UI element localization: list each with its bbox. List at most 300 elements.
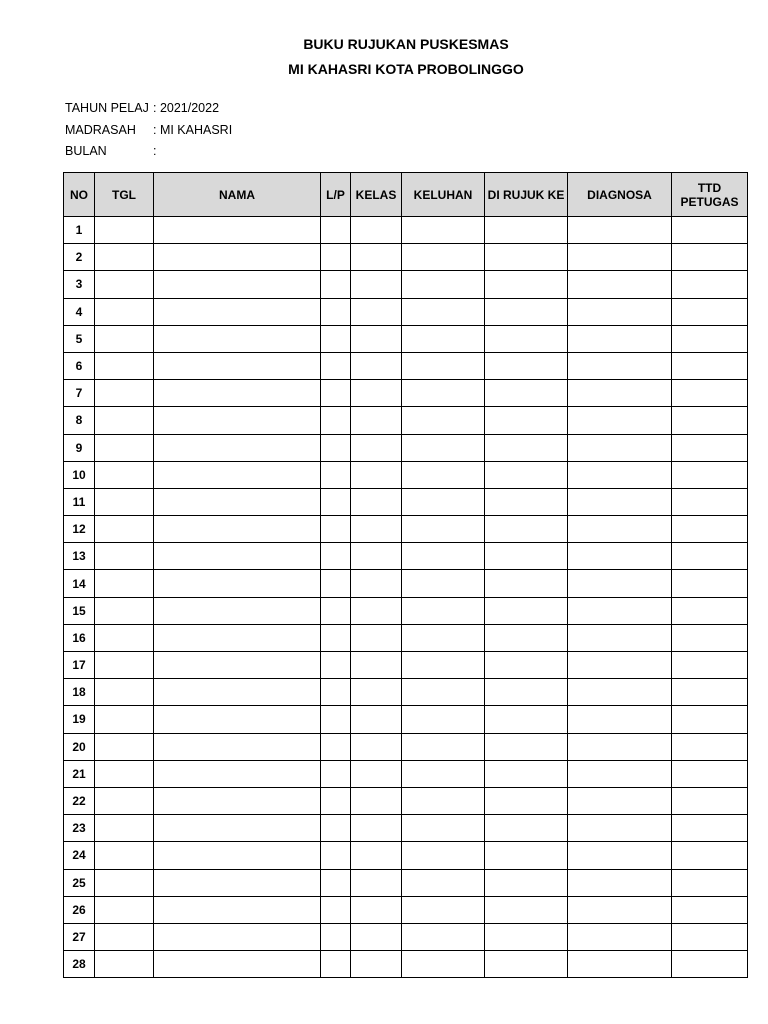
empty-cell[interactable] xyxy=(351,516,402,543)
empty-cell[interactable] xyxy=(154,760,321,787)
row-number: 12 xyxy=(64,516,95,543)
row-number: 1 xyxy=(64,217,95,244)
table-row xyxy=(64,679,748,706)
row-number: 20 xyxy=(64,733,95,760)
empty-cell[interactable] xyxy=(351,923,402,950)
empty-cell[interactable] xyxy=(351,434,402,461)
empty-cell[interactable] xyxy=(402,869,485,896)
empty-cell[interactable] xyxy=(95,733,154,760)
empty-cell[interactable] xyxy=(351,733,402,760)
empty-cell[interactable] xyxy=(402,842,485,869)
empty-cell[interactable] xyxy=(154,842,321,869)
empty-cell[interactable] xyxy=(568,815,672,842)
row-number: 28 xyxy=(64,951,95,978)
empty-cell[interactable] xyxy=(485,652,568,679)
empty-cell[interactable] xyxy=(351,380,402,407)
table-row xyxy=(64,217,748,244)
row-number: 10 xyxy=(64,461,95,488)
empty-cell[interactable] xyxy=(321,951,351,978)
meta-label: TAHUN PELAJ xyxy=(65,101,149,115)
empty-cell[interactable] xyxy=(95,380,154,407)
empty-cell[interactable] xyxy=(321,733,351,760)
row-number: 21 xyxy=(64,760,95,787)
row-number: 11 xyxy=(64,488,95,515)
empty-cell[interactable] xyxy=(321,652,351,679)
empty-cell[interactable] xyxy=(402,407,485,434)
empty-cell[interactable] xyxy=(402,951,485,978)
empty-cell[interactable] xyxy=(351,570,402,597)
empty-cell[interactable] xyxy=(321,516,351,543)
empty-cell[interactable] xyxy=(672,923,748,950)
table-row xyxy=(64,244,748,271)
empty-cell[interactable] xyxy=(351,706,402,733)
empty-cell[interactable] xyxy=(351,488,402,515)
empty-cell[interactable] xyxy=(95,434,154,461)
empty-cell[interactable] xyxy=(672,652,748,679)
empty-cell[interactable] xyxy=(351,815,402,842)
empty-cell[interactable] xyxy=(321,380,351,407)
empty-cell[interactable] xyxy=(672,951,748,978)
empty-cell[interactable] xyxy=(154,380,321,407)
empty-cell[interactable] xyxy=(485,380,568,407)
empty-cell[interactable] xyxy=(568,733,672,760)
row-number: 27 xyxy=(64,923,95,950)
empty-cell[interactable] xyxy=(321,570,351,597)
empty-cell[interactable] xyxy=(402,652,485,679)
empty-cell[interactable] xyxy=(485,488,568,515)
empty-cell[interactable] xyxy=(568,597,672,624)
empty-cell[interactable] xyxy=(485,624,568,651)
table-row xyxy=(64,733,748,760)
empty-cell[interactable] xyxy=(568,352,672,379)
row-number: 25 xyxy=(64,869,95,896)
empty-cell[interactable] xyxy=(568,624,672,651)
empty-cell[interactable] xyxy=(672,624,748,651)
table-row xyxy=(64,461,748,488)
empty-cell[interactable] xyxy=(568,652,672,679)
row-number: 6 xyxy=(64,352,95,379)
empty-cell[interactable] xyxy=(154,407,321,434)
empty-cell[interactable] xyxy=(402,298,485,325)
table-row xyxy=(64,298,748,325)
empty-cell[interactable] xyxy=(402,217,485,244)
col-header-kelas: KELAS xyxy=(351,173,402,217)
empty-cell[interactable] xyxy=(672,896,748,923)
empty-cell[interactable] xyxy=(485,298,568,325)
empty-cell[interactable] xyxy=(154,652,321,679)
empty-cell[interactable] xyxy=(672,543,748,570)
empty-cell[interactable] xyxy=(568,896,672,923)
empty-cell[interactable] xyxy=(154,352,321,379)
empty-cell[interactable] xyxy=(485,896,568,923)
empty-cell[interactable] xyxy=(321,679,351,706)
empty-cell[interactable] xyxy=(672,271,748,298)
empty-cell[interactable] xyxy=(568,380,672,407)
empty-cell[interactable] xyxy=(672,407,748,434)
empty-cell[interactable] xyxy=(95,461,154,488)
empty-cell[interactable] xyxy=(95,298,154,325)
empty-cell[interactable] xyxy=(672,516,748,543)
table-row xyxy=(64,815,748,842)
empty-cell[interactable] xyxy=(568,923,672,950)
col-header-nama: NAMA xyxy=(154,173,321,217)
empty-cell[interactable] xyxy=(95,923,154,950)
empty-cell[interactable] xyxy=(672,706,748,733)
empty-cell[interactable] xyxy=(485,842,568,869)
empty-cell[interactable] xyxy=(402,543,485,570)
empty-cell[interactable] xyxy=(154,951,321,978)
empty-cell[interactable] xyxy=(321,923,351,950)
empty-cell[interactable] xyxy=(351,652,402,679)
empty-cell[interactable] xyxy=(672,380,748,407)
empty-cell[interactable] xyxy=(672,597,748,624)
empty-cell[interactable] xyxy=(402,923,485,950)
empty-cell[interactable] xyxy=(402,352,485,379)
empty-cell[interactable] xyxy=(351,679,402,706)
empty-cell[interactable] xyxy=(351,842,402,869)
empty-cell[interactable] xyxy=(672,570,748,597)
meta-info xyxy=(65,101,232,166)
table-body xyxy=(64,217,748,978)
empty-cell[interactable] xyxy=(351,543,402,570)
meta-label: BULAN xyxy=(65,144,107,158)
empty-cell[interactable] xyxy=(568,434,672,461)
empty-cell[interactable] xyxy=(672,488,748,515)
table-row xyxy=(64,570,748,597)
empty-cell[interactable] xyxy=(321,298,351,325)
empty-cell[interactable] xyxy=(402,271,485,298)
empty-cell[interactable] xyxy=(154,217,321,244)
row-number: 18 xyxy=(64,679,95,706)
empty-cell[interactable] xyxy=(321,488,351,515)
empty-cell[interactable] xyxy=(568,951,672,978)
table-row xyxy=(64,597,748,624)
empty-cell[interactable] xyxy=(351,217,402,244)
table-row xyxy=(64,325,748,352)
empty-cell[interactable] xyxy=(568,842,672,869)
empty-cell[interactable] xyxy=(568,407,672,434)
empty-cell[interactable] xyxy=(568,869,672,896)
empty-cell[interactable] xyxy=(321,244,351,271)
empty-cell[interactable] xyxy=(154,624,321,651)
empty-cell[interactable] xyxy=(321,597,351,624)
empty-cell[interactable] xyxy=(321,624,351,651)
empty-cell[interactable] xyxy=(672,842,748,869)
empty-cell[interactable] xyxy=(95,570,154,597)
empty-cell[interactable] xyxy=(95,842,154,869)
col-header-no: NO xyxy=(64,173,95,217)
table-row xyxy=(64,652,748,679)
empty-cell[interactable] xyxy=(321,760,351,787)
empty-cell[interactable] xyxy=(351,597,402,624)
empty-cell[interactable] xyxy=(321,271,351,298)
empty-cell[interactable] xyxy=(321,434,351,461)
empty-cell[interactable] xyxy=(485,733,568,760)
empty-cell[interactable] xyxy=(154,244,321,271)
empty-cell[interactable] xyxy=(672,787,748,814)
row-number: 2 xyxy=(64,244,95,271)
empty-cell[interactable] xyxy=(485,787,568,814)
empty-cell[interactable] xyxy=(321,896,351,923)
empty-cell[interactable] xyxy=(95,352,154,379)
empty-cell[interactable] xyxy=(95,679,154,706)
empty-cell[interactable] xyxy=(321,815,351,842)
empty-cell[interactable] xyxy=(321,543,351,570)
table-row xyxy=(64,896,748,923)
table-row xyxy=(64,842,748,869)
meta-label: MADRASAH xyxy=(65,122,136,137)
empty-cell[interactable] xyxy=(95,869,154,896)
empty-cell[interactable] xyxy=(672,434,748,461)
empty-cell[interactable] xyxy=(154,570,321,597)
empty-cell[interactable] xyxy=(672,244,748,271)
empty-cell[interactable] xyxy=(485,352,568,379)
empty-cell[interactable] xyxy=(568,325,672,352)
empty-cell[interactable] xyxy=(568,570,672,597)
empty-cell[interactable] xyxy=(154,516,321,543)
empty-cell[interactable] xyxy=(402,570,485,597)
empty-cell[interactable] xyxy=(95,597,154,624)
table-row xyxy=(64,951,748,978)
empty-cell[interactable] xyxy=(485,597,568,624)
empty-cell[interactable] xyxy=(672,733,748,760)
empty-cell[interactable] xyxy=(568,488,672,515)
table-row xyxy=(64,923,748,950)
empty-cell[interactable] xyxy=(351,951,402,978)
row-number: 24 xyxy=(64,842,95,869)
empty-cell[interactable] xyxy=(351,896,402,923)
col-header-lp: L/P xyxy=(321,173,351,217)
row-number: 8 xyxy=(64,407,95,434)
empty-cell[interactable] xyxy=(321,352,351,379)
row-number: 22 xyxy=(64,787,95,814)
empty-cell[interactable] xyxy=(568,461,672,488)
table-row xyxy=(64,516,748,543)
empty-cell[interactable] xyxy=(485,869,568,896)
table-row xyxy=(64,488,748,515)
row-number: 14 xyxy=(64,570,95,597)
empty-cell[interactable] xyxy=(402,624,485,651)
empty-cell[interactable] xyxy=(351,407,402,434)
empty-cell[interactable] xyxy=(95,652,154,679)
col-header-tgl: TGL xyxy=(95,173,154,217)
empty-cell[interactable] xyxy=(485,951,568,978)
col-header-diagnosa: DIAGNOSA xyxy=(568,173,672,217)
empty-cell[interactable] xyxy=(402,679,485,706)
table-row xyxy=(64,869,748,896)
empty-cell[interactable] xyxy=(95,951,154,978)
empty-cell[interactable] xyxy=(154,543,321,570)
empty-cell[interactable] xyxy=(321,842,351,869)
empty-cell[interactable] xyxy=(321,706,351,733)
empty-cell[interactable] xyxy=(95,271,154,298)
empty-cell[interactable] xyxy=(154,896,321,923)
table-row xyxy=(64,787,748,814)
empty-cell[interactable] xyxy=(402,706,485,733)
row-number: 13 xyxy=(64,543,95,570)
empty-cell[interactable] xyxy=(485,244,568,271)
empty-cell[interactable] xyxy=(154,434,321,461)
row-number: 23 xyxy=(64,815,95,842)
empty-cell[interactable] xyxy=(351,624,402,651)
empty-cell[interactable] xyxy=(672,815,748,842)
empty-cell[interactable] xyxy=(95,815,154,842)
col-header-ttd-petugas: TTD PETUGAS xyxy=(672,173,748,217)
empty-cell[interactable] xyxy=(485,271,568,298)
empty-cell[interactable] xyxy=(351,461,402,488)
empty-cell[interactable] xyxy=(154,488,321,515)
empty-cell[interactable] xyxy=(485,407,568,434)
table-row xyxy=(64,706,748,733)
empty-cell[interactable] xyxy=(154,869,321,896)
empty-cell[interactable] xyxy=(485,815,568,842)
empty-cell[interactable] xyxy=(95,217,154,244)
empty-cell[interactable] xyxy=(672,217,748,244)
empty-cell[interactable] xyxy=(321,869,351,896)
meta-value: : xyxy=(153,144,157,158)
empty-cell[interactable] xyxy=(485,434,568,461)
row-number: 26 xyxy=(64,896,95,923)
empty-cell[interactable] xyxy=(154,815,321,842)
empty-cell[interactable] xyxy=(154,679,321,706)
empty-cell[interactable] xyxy=(351,869,402,896)
table-row xyxy=(64,624,748,651)
empty-cell[interactable] xyxy=(402,896,485,923)
empty-cell[interactable] xyxy=(154,597,321,624)
row-number: 16 xyxy=(64,624,95,651)
empty-cell[interactable] xyxy=(485,461,568,488)
empty-cell[interactable] xyxy=(568,787,672,814)
empty-cell[interactable] xyxy=(95,543,154,570)
empty-cell[interactable] xyxy=(154,271,321,298)
empty-cell[interactable] xyxy=(402,733,485,760)
empty-cell[interactable] xyxy=(351,271,402,298)
empty-cell[interactable] xyxy=(485,516,568,543)
empty-cell[interactable] xyxy=(321,787,351,814)
empty-cell[interactable] xyxy=(568,706,672,733)
empty-cell[interactable] xyxy=(351,352,402,379)
meta-value: : 2021/2022 xyxy=(153,101,220,115)
empty-cell[interactable] xyxy=(321,461,351,488)
meta-value: : MI KAHASRI xyxy=(153,122,233,137)
row-number: 3 xyxy=(64,271,95,298)
empty-cell[interactable] xyxy=(95,488,154,515)
table-row xyxy=(64,543,748,570)
empty-cell[interactable] xyxy=(154,733,321,760)
empty-cell[interactable] xyxy=(154,298,321,325)
empty-cell[interactable] xyxy=(485,543,568,570)
empty-cell[interactable] xyxy=(485,325,568,352)
empty-cell[interactable] xyxy=(485,570,568,597)
empty-cell[interactable] xyxy=(568,217,672,244)
empty-cell[interactable] xyxy=(568,516,672,543)
meta-row-bulan xyxy=(65,144,232,166)
empty-cell[interactable] xyxy=(485,679,568,706)
empty-cell[interactable] xyxy=(672,325,748,352)
table-row xyxy=(64,352,748,379)
empty-cell[interactable] xyxy=(351,298,402,325)
empty-cell[interactable] xyxy=(402,787,485,814)
meta-row-madrasah xyxy=(65,123,232,145)
empty-cell[interactable] xyxy=(672,869,748,896)
empty-cell[interactable] xyxy=(321,325,351,352)
empty-cell[interactable] xyxy=(568,543,672,570)
row-number: 4 xyxy=(64,298,95,325)
col-header-dirujukke: DI RUJUK KE xyxy=(485,173,568,217)
empty-cell[interactable] xyxy=(351,760,402,787)
empty-cell[interactable] xyxy=(154,461,321,488)
empty-cell[interactable] xyxy=(95,706,154,733)
empty-cell[interactable] xyxy=(568,760,672,787)
empty-cell[interactable] xyxy=(485,760,568,787)
document-title: BUKU RUJUKAN PUSKESMAS xyxy=(303,36,509,52)
empty-cell[interactable] xyxy=(402,244,485,271)
row-number: 19 xyxy=(64,706,95,733)
empty-cell[interactable] xyxy=(95,896,154,923)
col-header-keluhan: KELUHAN xyxy=(402,173,485,217)
empty-cell[interactable] xyxy=(402,597,485,624)
empty-cell[interactable] xyxy=(568,244,672,271)
empty-cell[interactable] xyxy=(672,352,748,379)
table-row xyxy=(64,760,748,787)
empty-cell[interactable] xyxy=(568,298,672,325)
empty-cell[interactable] xyxy=(351,787,402,814)
empty-cell[interactable] xyxy=(402,434,485,461)
empty-cell[interactable] xyxy=(351,244,402,271)
empty-cell[interactable] xyxy=(485,923,568,950)
empty-cell[interactable] xyxy=(154,923,321,950)
table-row xyxy=(64,380,748,407)
empty-cell[interactable] xyxy=(321,217,351,244)
row-number: 5 xyxy=(64,325,95,352)
empty-cell[interactable] xyxy=(95,244,154,271)
empty-cell[interactable] xyxy=(321,407,351,434)
empty-cell[interactable] xyxy=(95,325,154,352)
meta-row-tahun xyxy=(65,101,232,123)
empty-cell[interactable] xyxy=(672,679,748,706)
empty-cell[interactable] xyxy=(95,760,154,787)
document-subtitle: MI KAHASRI KOTA PROBOLINGGO xyxy=(288,61,524,77)
empty-cell[interactable] xyxy=(95,407,154,434)
empty-cell[interactable] xyxy=(672,298,748,325)
empty-cell[interactable] xyxy=(402,760,485,787)
empty-cell[interactable] xyxy=(402,488,485,515)
row-number: 9 xyxy=(64,434,95,461)
empty-cell[interactable] xyxy=(485,217,568,244)
empty-cell[interactable] xyxy=(402,325,485,352)
empty-cell[interactable] xyxy=(672,461,748,488)
empty-cell[interactable] xyxy=(154,787,321,814)
empty-cell[interactable] xyxy=(402,516,485,543)
empty-cell[interactable] xyxy=(95,624,154,651)
row-number: 7 xyxy=(64,380,95,407)
empty-cell[interactable] xyxy=(351,325,402,352)
empty-cell[interactable] xyxy=(95,516,154,543)
row-number: 15 xyxy=(64,597,95,624)
table-row xyxy=(64,271,748,298)
empty-cell[interactable] xyxy=(672,760,748,787)
empty-cell[interactable] xyxy=(485,706,568,733)
empty-cell[interactable] xyxy=(402,380,485,407)
empty-cell[interactable] xyxy=(154,706,321,733)
empty-cell[interactable] xyxy=(568,679,672,706)
empty-cell[interactable] xyxy=(402,815,485,842)
empty-cell[interactable] xyxy=(95,787,154,814)
empty-cell[interactable] xyxy=(568,271,672,298)
table-row xyxy=(64,434,748,461)
empty-cell[interactable] xyxy=(402,461,485,488)
empty-cell[interactable] xyxy=(154,325,321,352)
